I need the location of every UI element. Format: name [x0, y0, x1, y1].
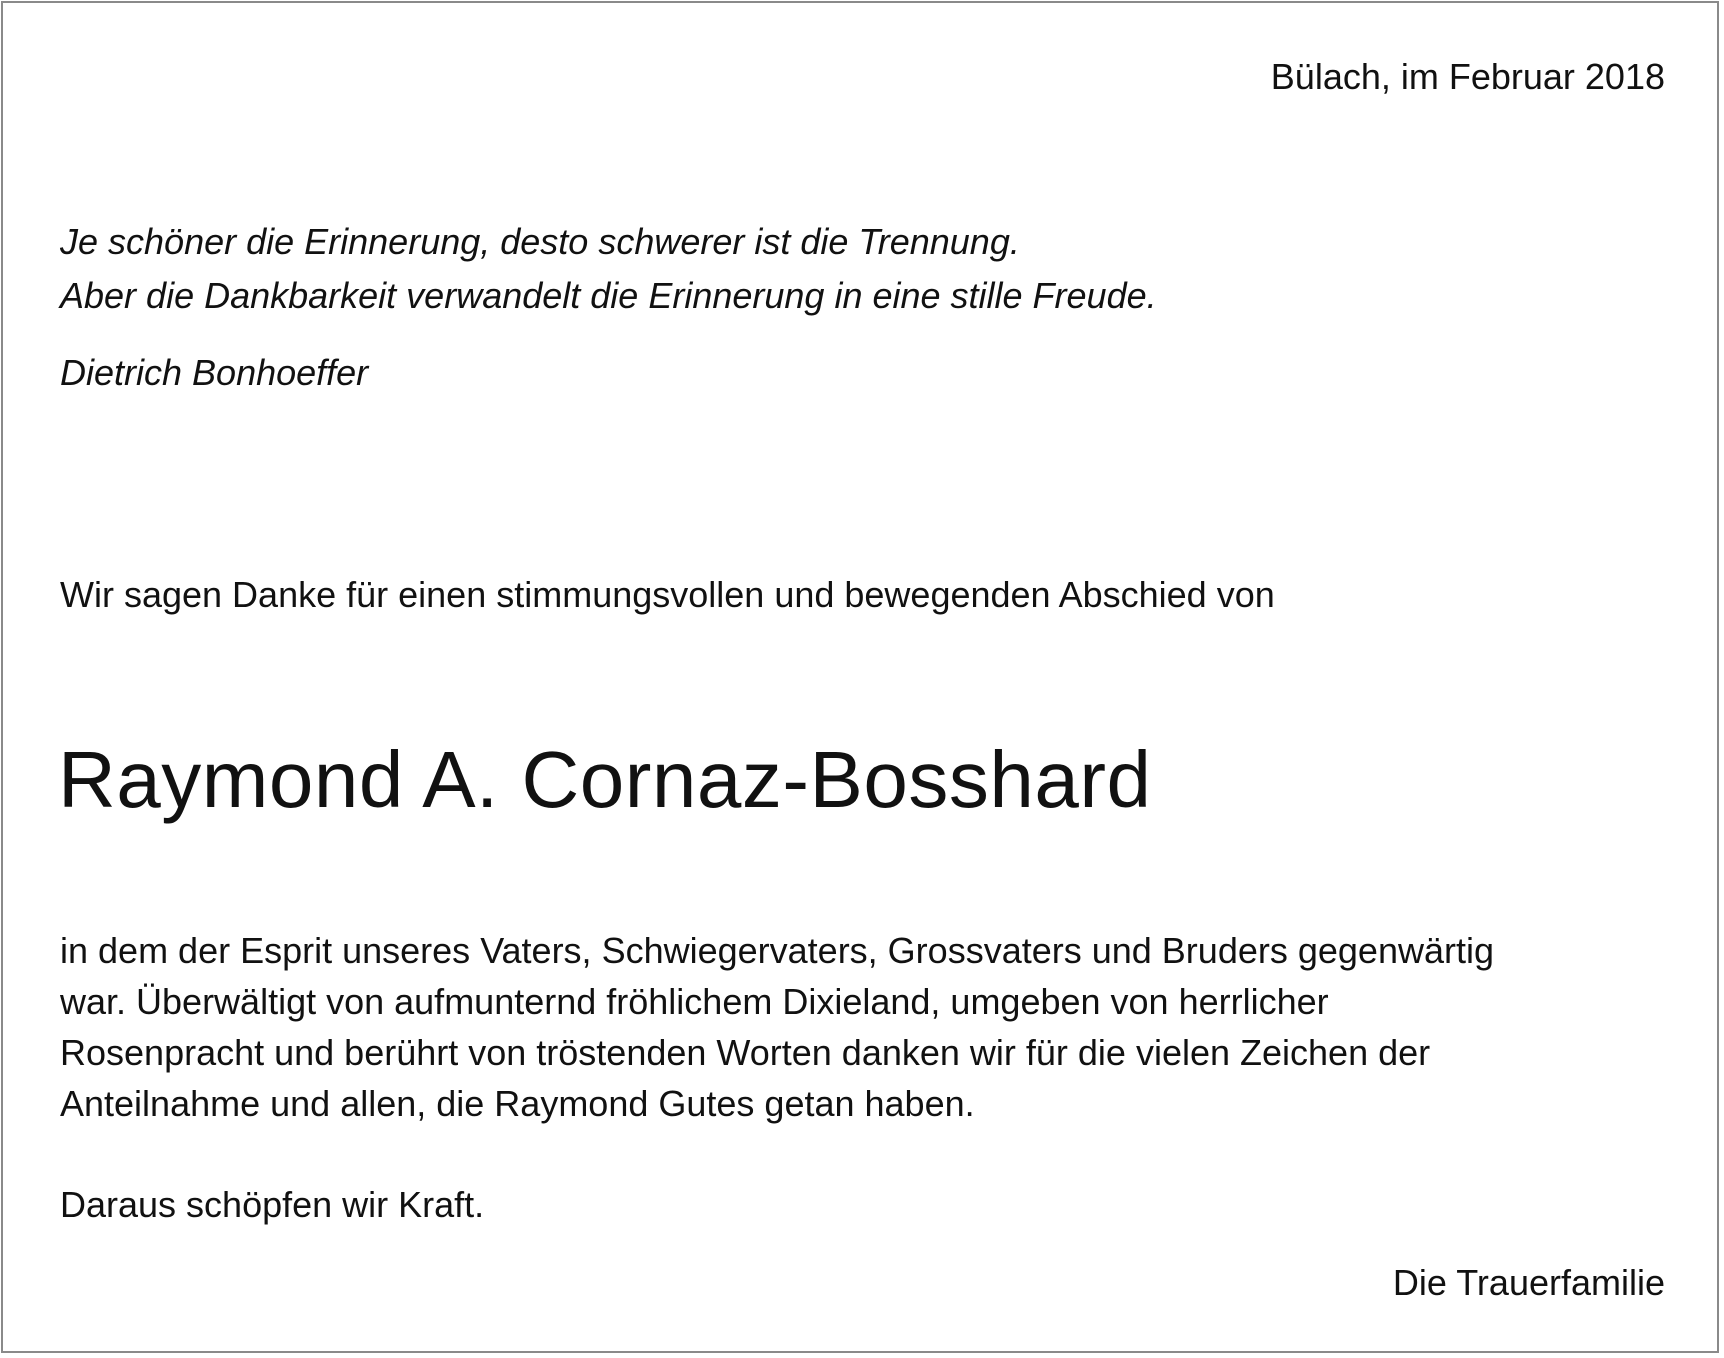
quote-line: Je schöner die Erinnerung, desto schwerer ist die Trennung. — [60, 221, 1020, 262]
intro-text: Wir sagen Danke für einen stimmungsvollen und bewegenden Abschied von — [60, 574, 1275, 615]
signature: Die Trauerfamilie — [1392, 1262, 1665, 1303]
body-line: war. Überwältigt von aufmunternd fröhlichem Dixieland, umgeben von herrlicher — [60, 981, 1329, 1022]
quote-author: Dietrich Bonhoeffer — [60, 352, 369, 393]
closing-text: Daraus schöpfen wir Kraft. — [60, 1184, 485, 1225]
body-line: in dem der Esprit unseres Vaters, Schwiegervaters, Grossvaters und Bruders gegenwärtig — [60, 930, 1494, 971]
body-text — [60, 925, 1494, 1129]
deceased-name: Raymond A. Cornaz-Bosshard — [58, 735, 1152, 824]
quote — [60, 215, 1157, 323]
place-date: Bülach, im Februar 2018 — [1270, 56, 1665, 97]
quote-line: Aber die Dankbarkeit verwandelt die Erinnerung in eine stille Freude. — [60, 275, 1157, 316]
body-line: Anteilnahme und allen, die Raymond Gutes getan haben. — [60, 1083, 975, 1124]
notice-border — [1, 1, 1719, 1353]
body-line: Rosenpracht und berührt von tröstenden Worten danken wir für die vielen Zeichen der — [60, 1032, 1431, 1073]
